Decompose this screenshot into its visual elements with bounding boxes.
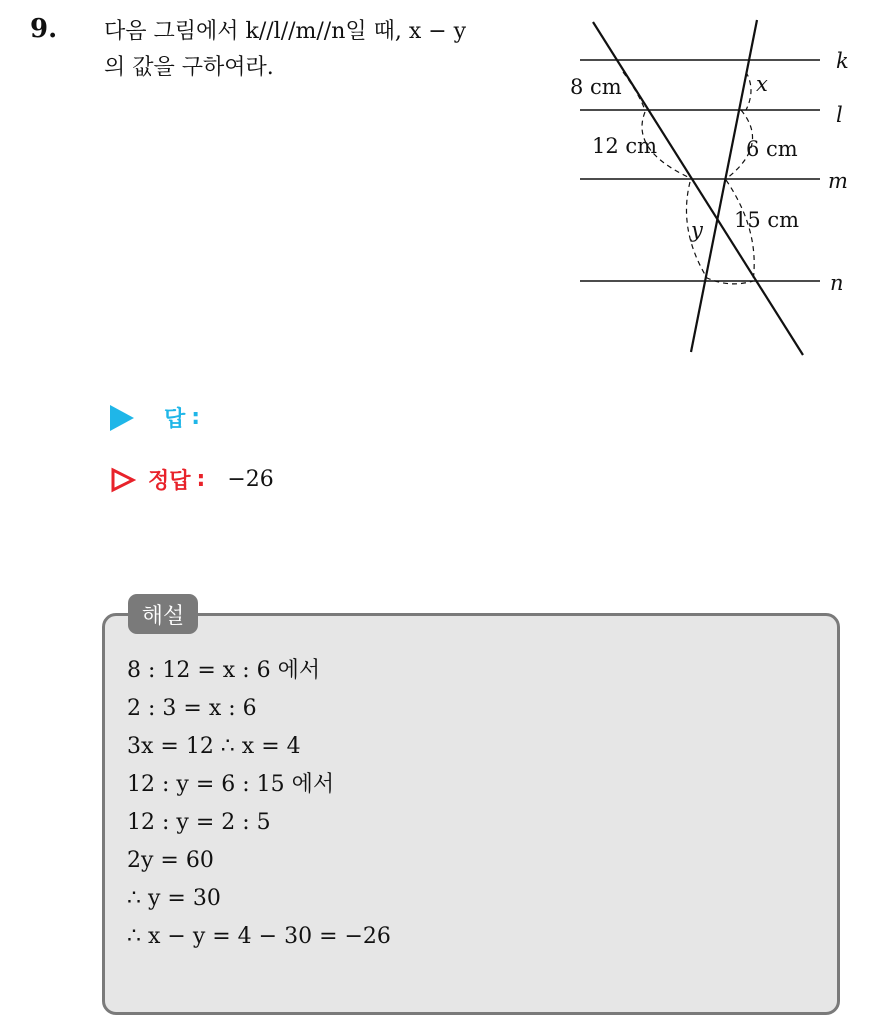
explanation-step: ∴ y = 30 bbox=[127, 886, 221, 911]
brace-8cm bbox=[623, 72, 645, 110]
explanation-step: 8 : 12 = x : 6 에서 bbox=[127, 658, 321, 683]
question-number: 9. bbox=[30, 14, 58, 44]
answer-row[interactable] bbox=[110, 402, 200, 433]
label-l: l bbox=[836, 103, 843, 127]
question-line-2: 의 값을 구하여라. bbox=[104, 55, 274, 80]
explanation-step: 3x = 12 ∴ x = 4 bbox=[127, 734, 301, 759]
label-6cm: 6 cm bbox=[746, 137, 798, 161]
label-x: x bbox=[756, 72, 768, 96]
answer-colon: : bbox=[191, 405, 201, 430]
label-8cm: 8 cm bbox=[570, 75, 622, 99]
label-k: k bbox=[836, 49, 849, 73]
correct-answer-colon: : bbox=[196, 467, 206, 492]
correct-answer-value: −26 bbox=[227, 467, 274, 492]
outline-triangle-icon bbox=[110, 467, 136, 493]
play-triangle-icon bbox=[110, 405, 134, 431]
parallel-lines-figure bbox=[560, 10, 860, 360]
label-m: m bbox=[828, 169, 848, 193]
explanation-step: ∴ x − y = 4 − 30 = −26 bbox=[127, 924, 391, 949]
explanation-step: 2y = 60 bbox=[127, 848, 214, 873]
correct-answer-row bbox=[110, 464, 274, 495]
correct-answer-label: 정답 bbox=[148, 469, 191, 494]
label-y: y bbox=[691, 218, 703, 242]
answer-label: 답 bbox=[164, 407, 186, 432]
label-15cm: 15 cm bbox=[734, 208, 800, 232]
explanation-box bbox=[102, 613, 840, 1015]
transversal-right bbox=[691, 20, 757, 352]
question-text bbox=[104, 14, 554, 86]
question-line-1: 다음 그림에서 k//l//m//n일 때, x − y bbox=[104, 19, 467, 44]
explanation-step: 12 : y = 2 : 5 bbox=[127, 810, 271, 835]
explanation-tab: 해설 bbox=[128, 594, 198, 634]
label-n: n bbox=[830, 271, 844, 295]
transversal-left bbox=[593, 22, 803, 355]
explanation-step: 2 : 3 = x : 6 bbox=[127, 696, 257, 721]
brace-x bbox=[746, 72, 751, 110]
label-12cm: 12 cm bbox=[592, 134, 658, 158]
explanation-step: 12 : y = 6 : 15 에서 bbox=[127, 772, 335, 797]
explanation-steps bbox=[127, 652, 391, 956]
